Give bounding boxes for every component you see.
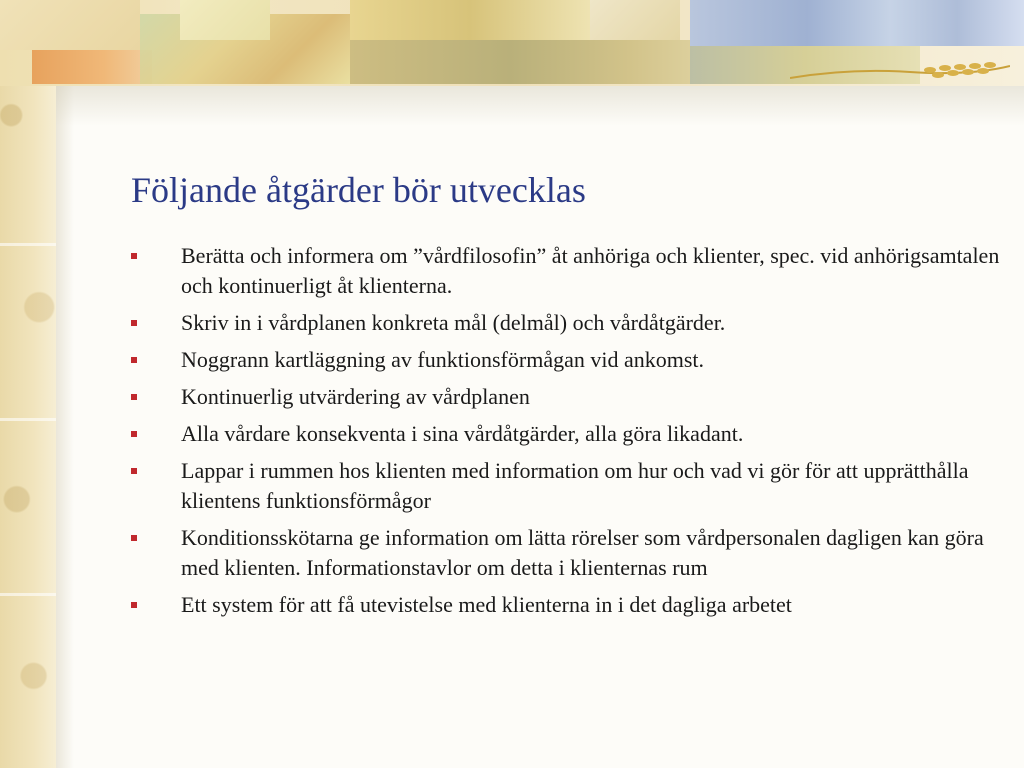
list-item <box>128 308 1008 338</box>
bullet-text: Skriv in i vårdplanen konkreta mål (delmål) och vårdåtgärder. <box>181 310 726 335</box>
square-bullet-icon <box>131 253 137 259</box>
banner-shadow <box>56 86 1024 126</box>
square-bullet-icon <box>131 468 137 474</box>
square-bullet-icon <box>131 535 137 541</box>
bullet-text: Berätta och informera om ”vårdfilosofin” åt anhöriga och klienter, spec. vid anhörigsamtalen och kontinuerligt åt klienterna. <box>181 243 1000 298</box>
bullet-text: Ett system för att få utevistelse med klienterna in i det dagliga arbetet <box>181 592 792 617</box>
banner-tile <box>350 0 590 40</box>
bullet-text: Alla vårdare konsekventa i sina vårdåtgärder, alla göra likadant. <box>181 421 744 446</box>
list-item <box>128 590 1008 620</box>
bullet-text: Noggrann kartläggning av funktionsförmågan vid ankomst. <box>181 347 705 372</box>
top-decorative-banner <box>0 0 1024 86</box>
bullet-text: Lappar i rummen hos klienten med information om hur och vad vi gör för att upprätthålla klientens funktionsförmågor <box>181 458 969 513</box>
square-bullet-icon <box>131 602 137 608</box>
square-bullet-icon <box>131 320 137 326</box>
list-item <box>128 345 1008 375</box>
bullet-list <box>128 241 1008 627</box>
bullet-text: Kontinuerlig utvärdering av vårdplanen <box>181 384 530 409</box>
square-bullet-icon <box>131 394 137 400</box>
list-item <box>128 419 1008 449</box>
bullet-text: Konditionsskötarna ge information om lätta rörelser som vårdpersonalen dagligen kan göra med klienten. Informationstavlor om detta i klienternas rum <box>181 525 984 580</box>
list-item <box>128 382 1008 412</box>
banner-tile <box>32 50 152 84</box>
list-item <box>128 241 1008 301</box>
banner-tile <box>0 0 140 50</box>
banner-tile <box>590 0 680 40</box>
banner-tile <box>180 0 270 40</box>
wheat-icon <box>790 48 1010 88</box>
square-bullet-icon <box>131 431 137 437</box>
list-item <box>128 523 1008 583</box>
square-bullet-icon <box>131 357 137 363</box>
list-item <box>128 456 1008 516</box>
left-decorative-strip <box>0 0 56 768</box>
slide-title: Följande åtgärder bör utvecklas <box>131 170 586 210</box>
banner-blue-leaf-tile <box>690 0 1024 46</box>
